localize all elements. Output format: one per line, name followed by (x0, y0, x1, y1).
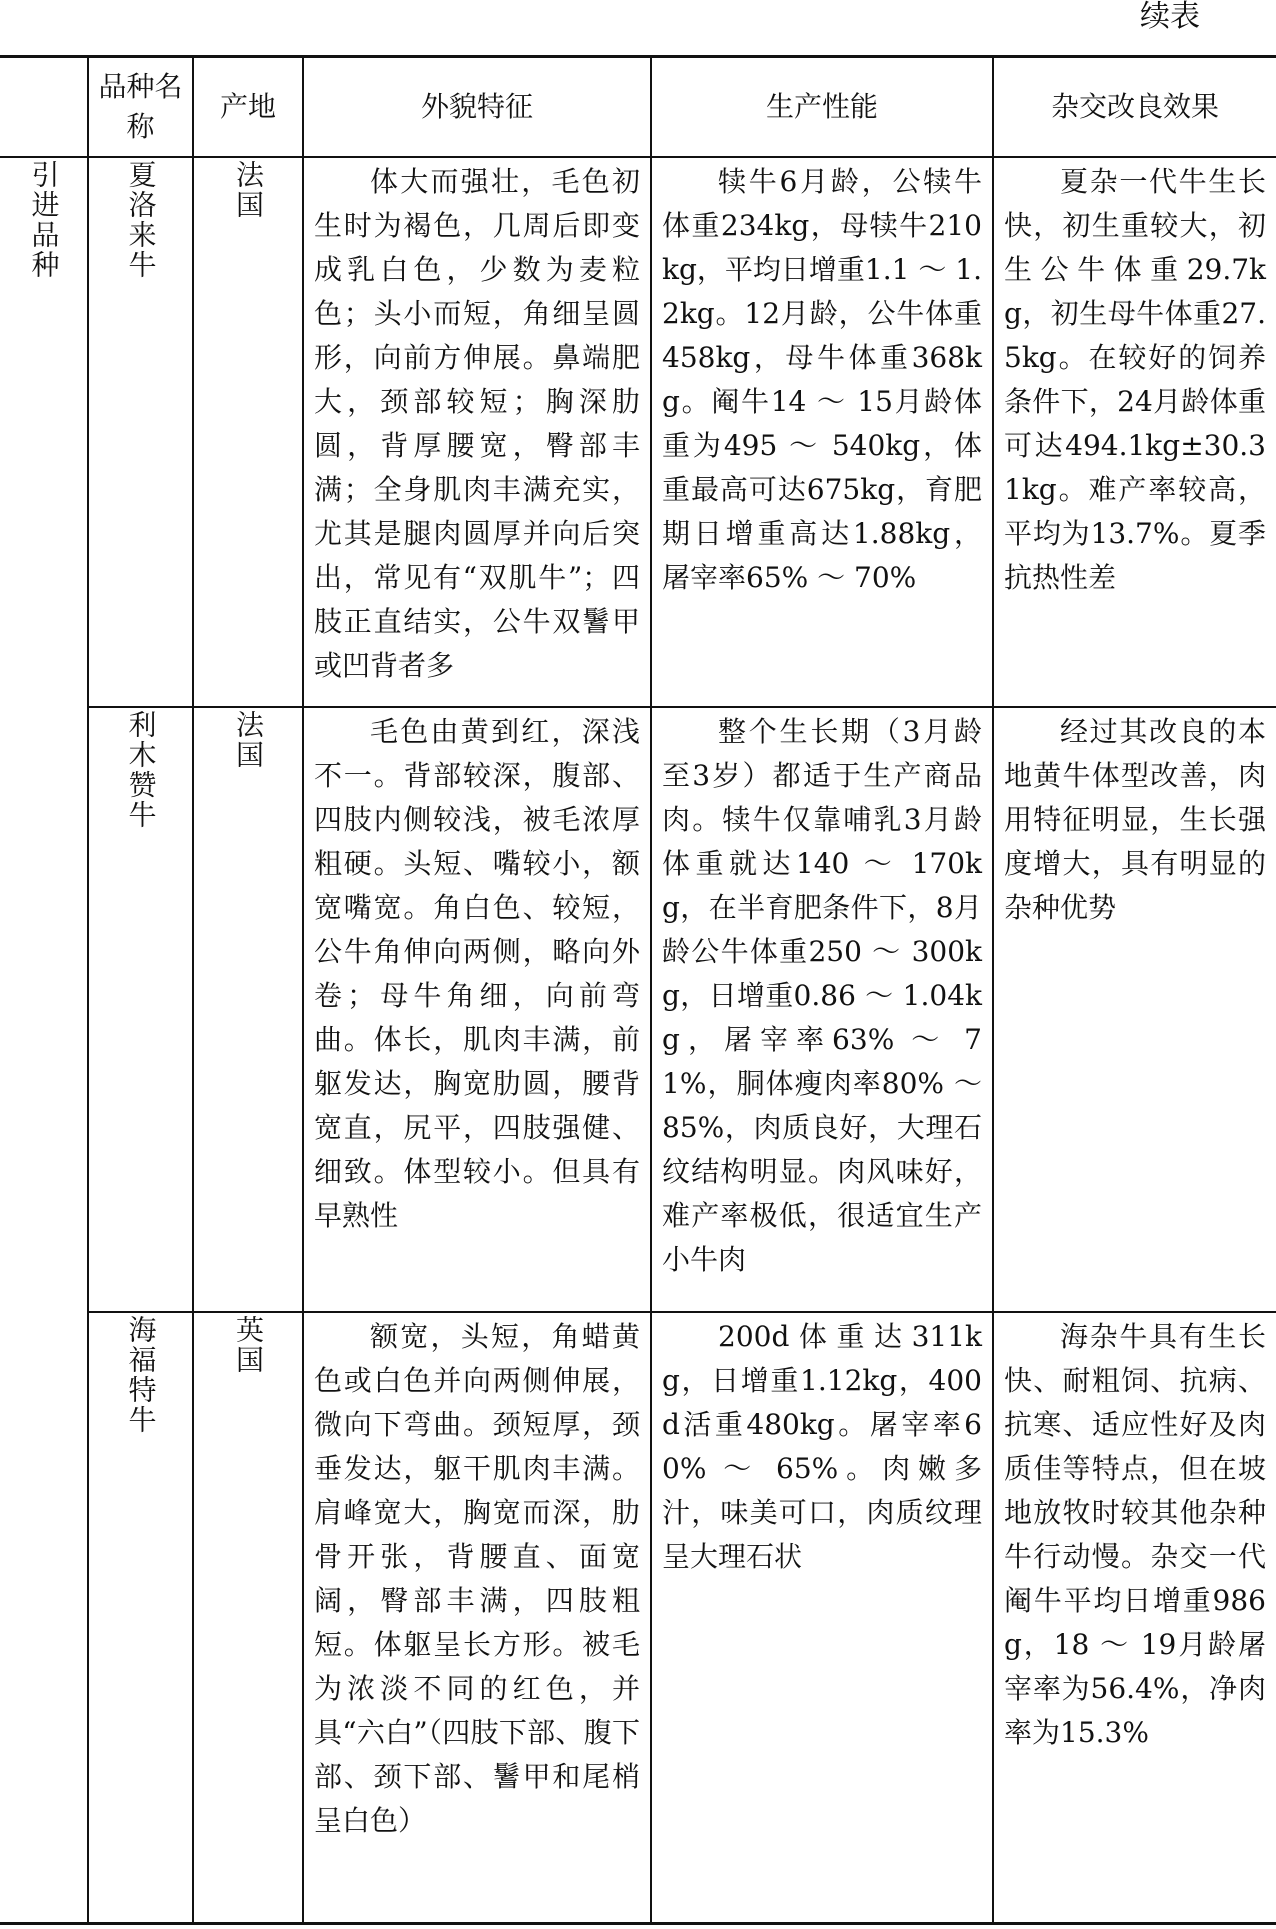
breed-name: 海福特牛 (124, 1314, 158, 1435)
performance-cell: 整个生长期（3月龄至3岁）都适于生产商品肉。犊牛仅靠哺乳3月龄体重就达140 ～ 170kg，在半育肥条件下，8月龄公牛体重250 ～ 300kg，日增重0.86 ～ 1.04kg，屠宰率63% ～ 71%，胴体瘦肉率80% ～ 85%，肉质良好，大理石纹结构明显。肉风味好，难产率极低，很适宜生产小牛肉 (651, 707, 993, 1312)
breed-name-cell (88, 707, 193, 1312)
origin: 法国 (232, 159, 265, 220)
breed-name-cell (88, 1312, 193, 1924)
table-row (0, 157, 1276, 707)
breed-name: 夏洛来牛 (124, 159, 158, 280)
appearance-cell: 体大而强壮，毛色初生时为褐色，几周后即变成乳白色，少数为麦粒色；头小而短，角细呈圆形，向前方伸展。鼻端肥大，颈部较短；胸深肋圆，背厚腰宽，臀部丰满；全身肌肉丰满充实，尤其是腿肉圆厚并向后突出，常见有“双肌牛”；四肢正直结实，公牛双鬐甲或凹背者多 (303, 157, 651, 707)
origin: 英国 (232, 1314, 265, 1375)
performance-cell: 犊牛6月龄，公犊牛体重234kg，母犊牛210kg，平均日增重1.1 ～ 1.2kg。12月龄，公牛体重458kg，母牛体重368kg。阉牛14 ～ 15月龄体重为495 ～ 540kg，体重最高可达675kg，育肥期日增重高达1.88kg，屠宰率65% ～ 70% (651, 157, 993, 707)
origin-cell (193, 1312, 303, 1924)
origin-cell (193, 707, 303, 1312)
breed-name: 利木赞牛 (124, 709, 158, 830)
breed-table (0, 55, 1276, 1925)
breed-name-cell (88, 157, 193, 707)
continued-label: 续表 (1140, 0, 1200, 34)
origin: 法国 (232, 709, 265, 770)
origin-cell (193, 157, 303, 707)
header-origin: 产地 (193, 57, 303, 157)
crossbreeding-cell: 海杂牛具有生长快、耐粗饲、抗病、抗寒、适应性好及肉质佳等特点，但在坡地放牧时较其他杂种牛行动慢。杂交一代阉牛平均日增重986g，18 ～ 19月龄屠宰率为56.4%，净肉率为15.3% (993, 1312, 1276, 1924)
header-performance: 生产性能 (651, 57, 993, 157)
category-cell (0, 157, 88, 1924)
header-crossbreeding: 杂交改良效果 (993, 57, 1276, 157)
crossbreeding-cell: 经过其改良的本地黄牛体型改善，肉用特征明显，生长强度增大，具有明显的杂种优势 (993, 707, 1276, 1312)
header-appearance: 外貌特征 (303, 57, 651, 157)
header-category (0, 57, 88, 157)
appearance-cell: 毛色由黄到红，深浅不一。背部较深，腹部、四肢内侧较浅，被毛浓厚粗硬。头短、嘴较小，额宽嘴宽。角白色、较短，公牛角伸向两侧，略向外卷；母牛角细，向前弯曲。体长，肌肉丰满，前躯发达，胸宽肋圆，腰背宽直，尻平，四肢强健、细致。体型较小。但具有早熟性 (303, 707, 651, 1312)
performance-cell: 200d体重达311kg，日增重1.12kg，400d活重480kg。屠宰率60% ～ 65%。肉嫩多汁，味美可口，肉质纹理呈大理石状 (651, 1312, 993, 1924)
crossbreeding-cell: 夏杂一代牛生长快，初生重较大，初生公牛体重29.7kg，初生母牛体重27.5kg。在较好的饲养条件下，24月龄体重可达494.1kg±30.31kg。难产率较高，平均为13.7%。夏季抗热性差 (993, 157, 1276, 707)
table-row (0, 1312, 1276, 1924)
appearance-cell: 额宽，头短，角蜡黄色或白色并向两侧伸展，微向下弯曲。颈短厚，颈垂发达，躯干肌肉丰满。肩峰宽大，胸宽而深，肋骨开张，背腰直、面宽阔，臀部丰满，四肢粗短。体躯呈长方形。被毛为浓淡不同的红色，并具“六白”（四肢下部、腹下部、颈下部、鬐甲和尾梢呈白色） (303, 1312, 651, 1924)
category-label: 引进品种 (27, 159, 61, 280)
table-row (0, 707, 1276, 1312)
header-name: 品种名称 (88, 57, 193, 157)
header-row (0, 57, 1276, 157)
